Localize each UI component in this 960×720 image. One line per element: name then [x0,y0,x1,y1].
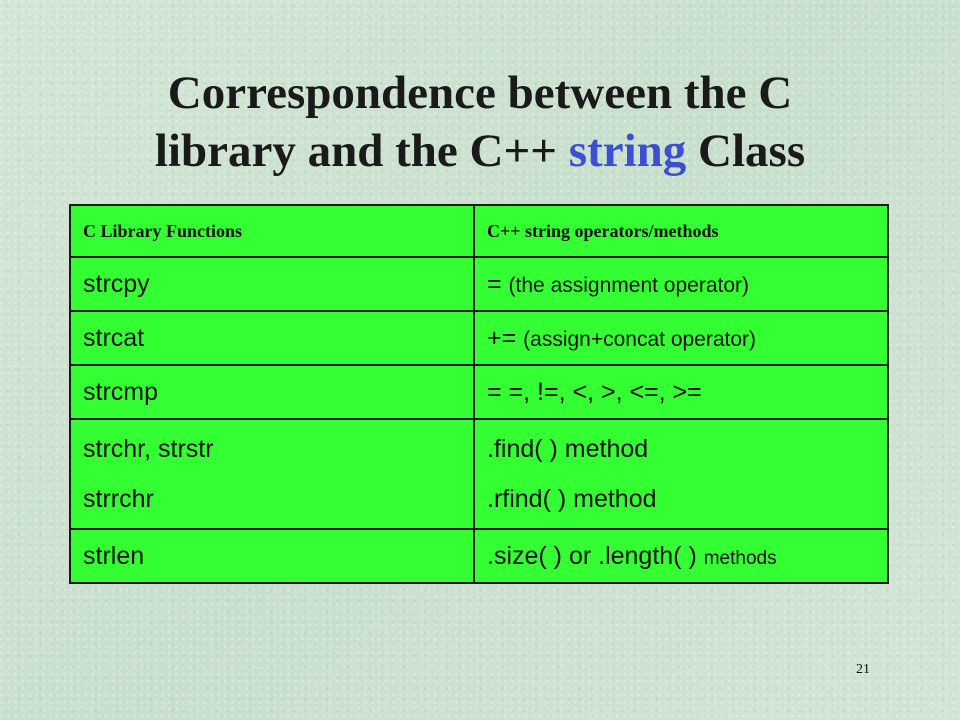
title-highlight-string: string [568,125,687,177]
c-function-cell [70,419,474,529]
c-function-cell: strcat [70,311,474,365]
cpp-equivalent-cell [474,529,888,583]
cpp-method-line: .find( ) method [487,435,649,463]
title-line-2-end: Class [686,125,806,177]
c-function-cell: strcmp [70,365,474,419]
cpp-operator-note: (assign+concat operator) [523,327,757,351]
title-line-2-start: library and the C++ [154,125,569,177]
table-row [70,311,888,365]
c-function-line: strrchr [83,485,154,513]
c-function-cell: strlen [70,529,474,583]
page-number: 21 [856,662,870,677]
table-row [70,419,888,529]
cpp-operator: += [487,323,524,352]
cpp-equivalent-cell [474,257,888,311]
column-header-cpp-string: C++ string operators/methods [474,205,888,257]
cpp-equivalent-cell [474,419,888,529]
cpp-equivalent-cell [474,311,888,365]
table-row [70,529,888,583]
cpp-method: .size( ) or .length( ) [487,541,704,570]
cpp-operator: = [487,269,509,298]
cpp-operator-note: (the assignment operator) [508,273,750,297]
cpp-equivalent-cell: = =, !=, <, >, <=, >= [474,365,888,419]
table-row [70,257,888,311]
title-line-1: Correspondence between the C [167,67,793,119]
c-function-cell: strcpy [70,257,474,311]
table-header-row [70,205,888,257]
column-header-c-library: C Library Functions [70,205,474,257]
correspondence-table [69,204,889,584]
slide-title [60,64,900,180]
c-function-line: strchr, strstr [83,435,214,463]
cpp-method-line: .rfind( ) method [487,485,657,513]
table-row [70,365,888,419]
cpp-method-note: methods [703,547,777,569]
